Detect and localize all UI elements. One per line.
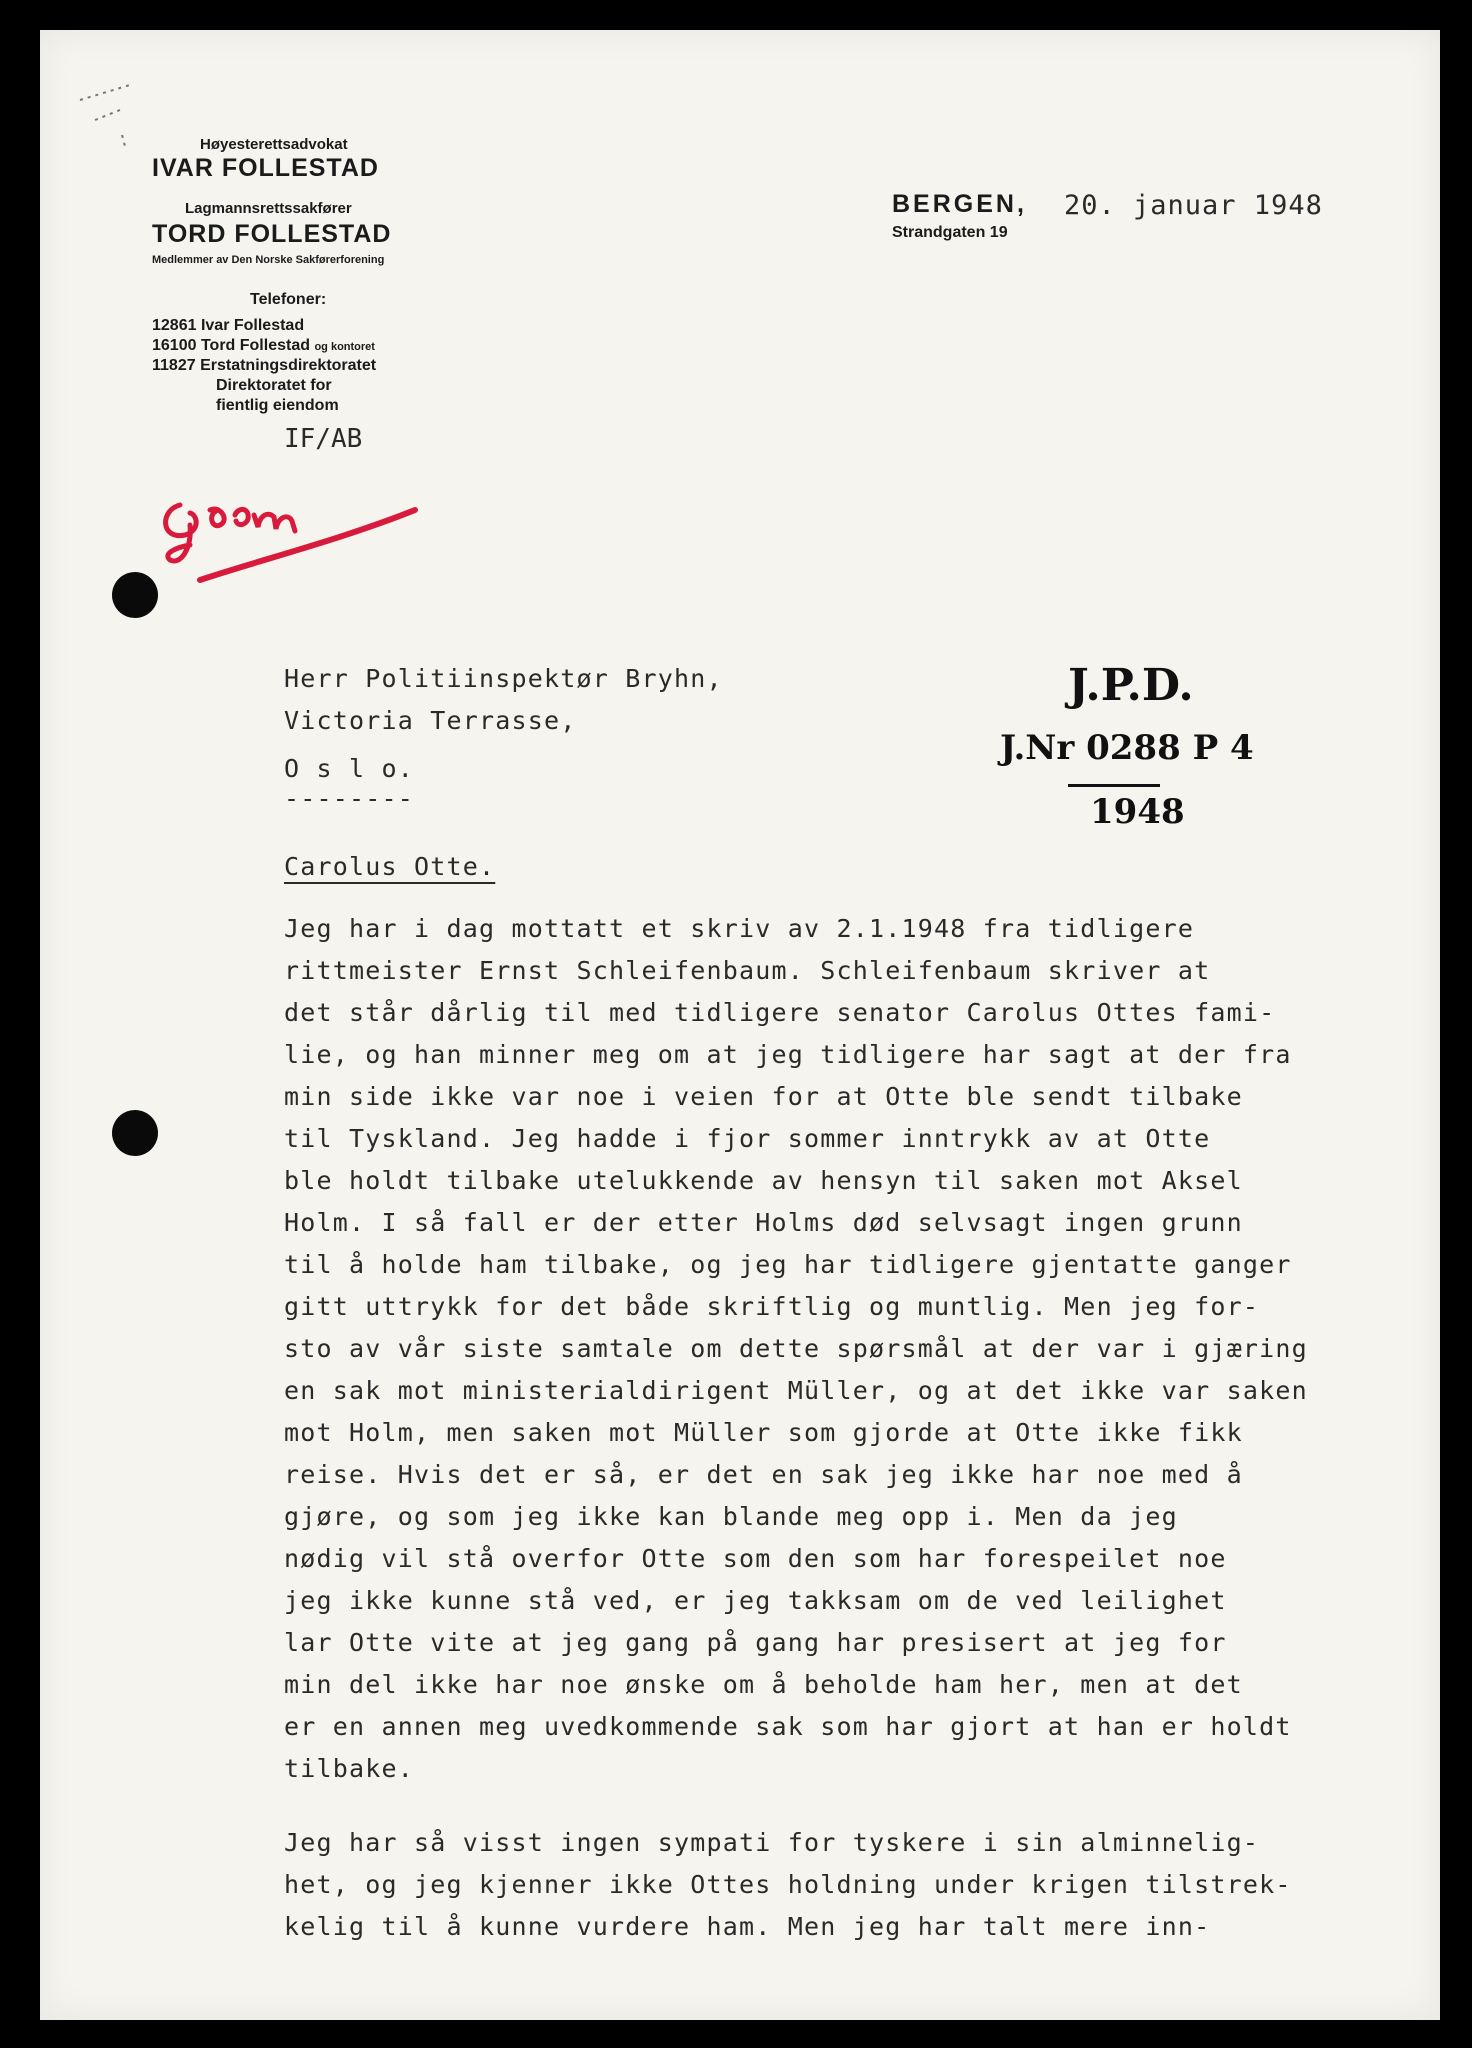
text-line: min del ikke har noe ønske om å beholde ham her, men at det [284,1670,1243,1699]
registry-stamp-year: 1948 [1090,792,1185,832]
registry-stamp-rule [1068,784,1160,787]
text-line: sto av vår siste samtale om dette spørsmål at der var i gjæring [284,1334,1308,1363]
text-line: rittmeister Ernst Schleifenbaum. Schleifenbaum skriver at [284,956,1211,985]
text-line: Holm. I så fall er der etter Holms død selvsagt ingen grunn [284,1208,1243,1237]
recipient-line-1: Herr Politiinspektør Bryhn, [284,664,723,693]
phone-row [152,316,304,337]
text-line: Jeg har i dag mottatt et skriv av 2.1.1948 fra tidligere [284,914,1195,943]
phone-row [152,336,375,357]
phone-holder: Erstatningsdirektoratet [200,357,377,374]
phone-number: 11827 [152,357,196,374]
punch-hole-bottom [112,1110,158,1156]
letter-date: 20. januar 1948 [1064,190,1323,221]
letterhead-title-2: Lagmannsrettssakfører [185,200,352,217]
text-line: ble holdt tilbake utelukkende av hensyn til saken mot Aksel [284,1166,1243,1195]
text-line: til å holde ham tilbake, og jeg har tidligere gjentatte ganger [284,1250,1292,1279]
recipient-line-2: Victoria Terrasse, [284,706,577,735]
registry-stamp-number: J.Nr 0288 P 4 [1000,728,1254,768]
reference-code: IF/AB [284,424,363,454]
body-paragraph-2 [284,1822,1292,1948]
text-line: lie, og han minner meg om at jeg tidligere har sagt at der fra [284,1040,1292,1069]
subject-line: Carolus Otte. [284,852,496,881]
text-line: tilbake. [284,1754,415,1783]
letterhead-name-2: TORD FOLLESTAD [152,220,392,248]
street-address: Strandgaten 19 [892,224,1008,241]
phone-number: 16100 [152,337,197,354]
phone-note: og kontoret [314,341,375,353]
phone-holder: Ivar Follestad [200,317,305,334]
phone-row [152,356,376,377]
text-line: det står dårlig til med tidligere senator Carolus Ottes fami- [284,998,1276,1027]
text-line: kelig til å kunne vurdere ham. Men jeg har talt mere inn- [284,1912,1211,1941]
city: BERGEN, [892,190,1027,218]
phones-label: Telefoner: [250,291,327,308]
text-line: til Tyskland. Jeg hadde i fjor sommer inntrykk av at Otte [284,1124,1211,1153]
text-line: min side ikke var noe i veien for at Otte ble sendt tilbake [284,1082,1243,1111]
text-line: nødig vil stå overfor Otte som den som har forespeilet noe [284,1544,1227,1573]
text-line: Jeg har så visst ingen sympati for tyskere i sin alminnelig- [284,1828,1260,1857]
phone-number: 12861 [152,317,197,334]
text-line: lar Otte vite at jeg gang på gang har presisert at jeg for [284,1628,1227,1657]
registry-stamp-title: J.P.D. [1068,660,1194,711]
recipient-line-3: O s l o. [284,754,415,783]
text-line: en sak mot ministerialdirigent Müller, og at det ikke var saken [284,1376,1308,1405]
letterhead-membership: Medlemmer av Den Norske Sakførerforening [152,254,385,266]
text-line: het, og jeg kjenner ikke Ottes holdning under krigen tilstrek- [284,1870,1292,1899]
recipient-underline: -------- [284,784,415,813]
text-line: jeg ikke kunne stå ved, er jeg takksam om de ved leilighet [284,1586,1227,1615]
handwritten-signature [150,465,430,605]
body-paragraph-1 [284,908,1308,1790]
letterhead-title-1: Høyesterettsadvokat [200,136,348,153]
letterhead-name-1: IVAR FOLLESTAD [152,154,379,182]
text-line: gitt uttrykk for det både skriftlig og muntlig. Men jeg for- [284,1292,1260,1321]
text-line: gjøre, og som jeg ikke kan blande meg opp i. Men da jeg [284,1502,1178,1531]
text-line: er en annen meg uvedkommende sak som har gjort at han er holdt [284,1712,1292,1741]
phone-continuation-2: fientlig eiendom [216,397,339,414]
phone-continuation-1: Direktoratet for [216,377,332,394]
margin-pencil-marks [70,40,150,170]
text-line: reise. Hvis det er så, er det en sak jeg ikke har noe med å [284,1460,1243,1489]
text-line: mot Holm, men saken mot Müller som gjorde at Otte ikke fikk [284,1418,1243,1447]
phone-holder: Tord Follestad [200,337,310,354]
